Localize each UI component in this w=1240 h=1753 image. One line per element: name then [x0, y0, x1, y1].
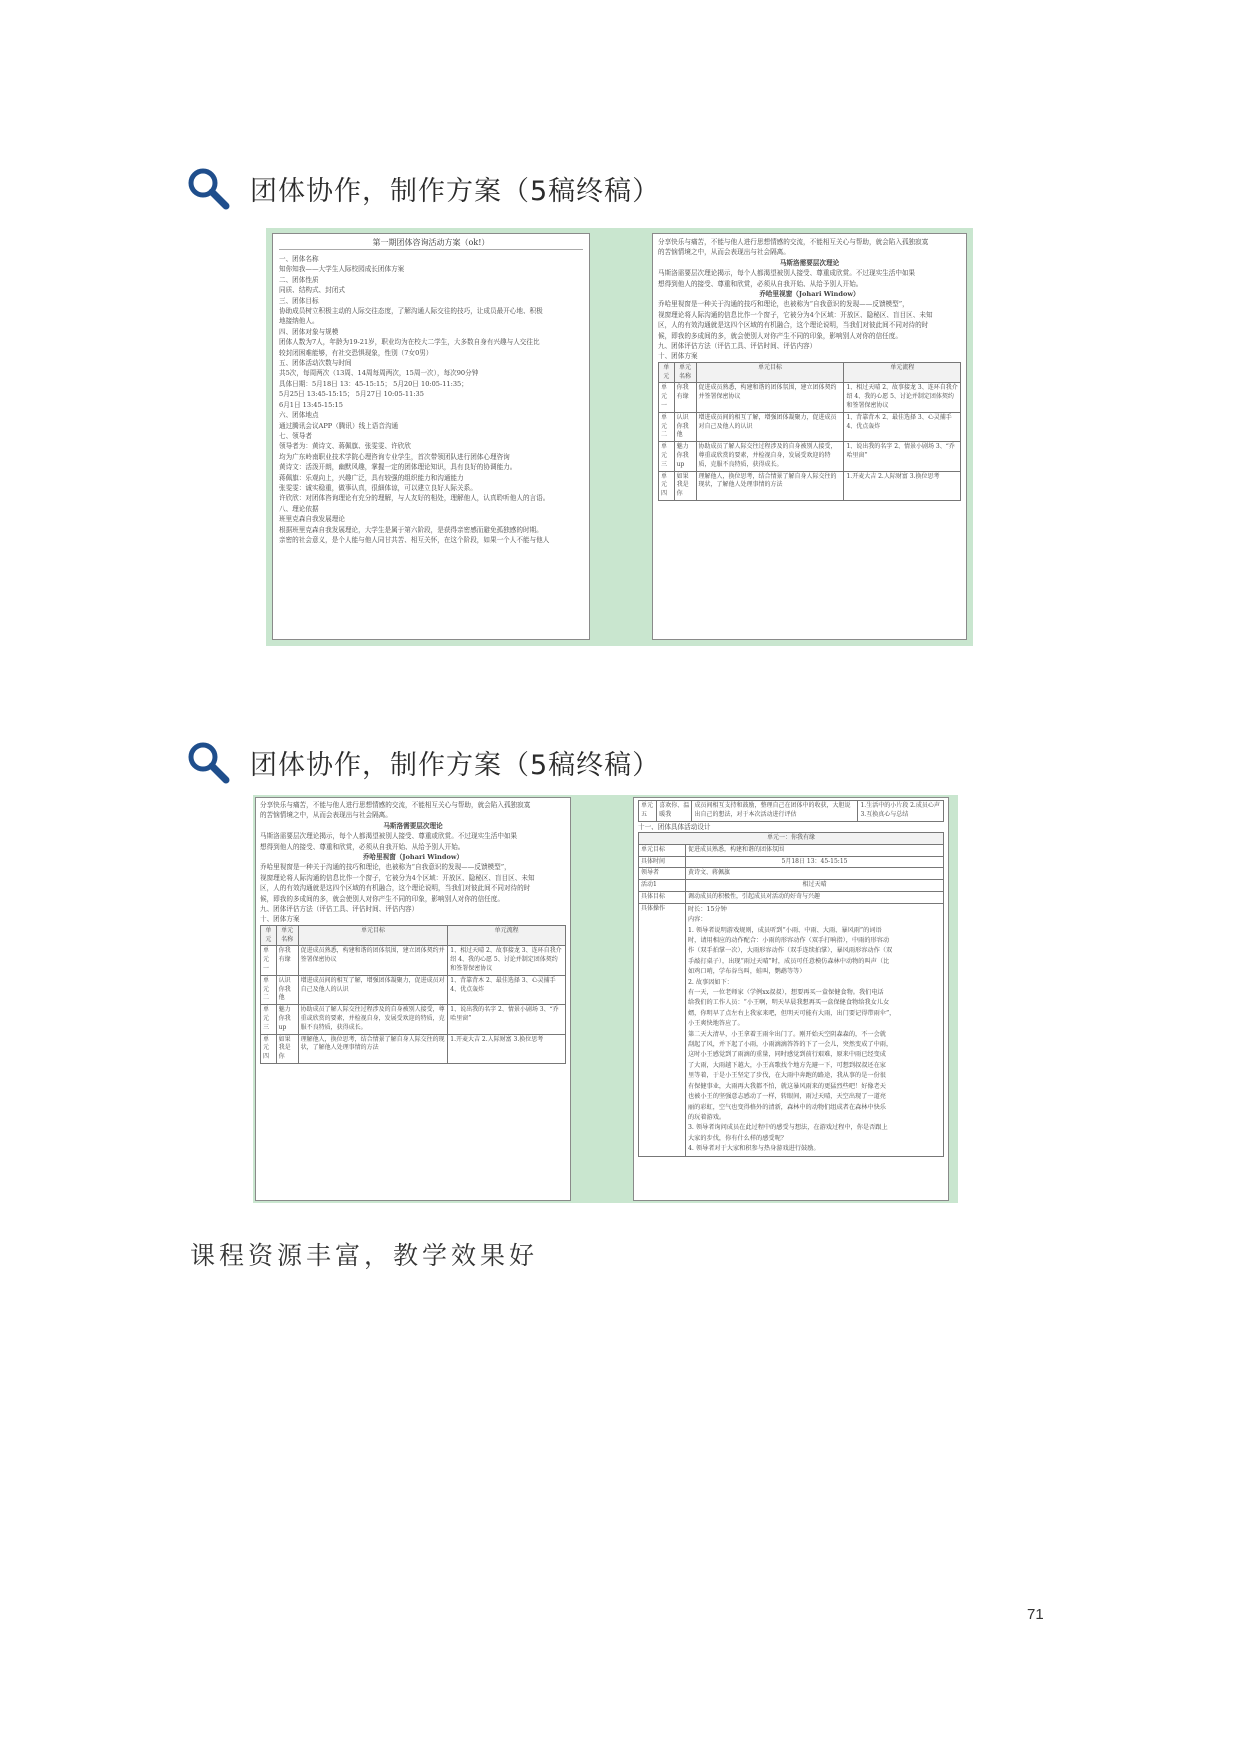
table-header-row [659, 362, 961, 383]
text-line: 想得到他人的接受、尊重和欣赏，必须从自我开始、从给予别人开始。 [658, 279, 863, 288]
text-line: 时长：15分钟 [688, 905, 727, 913]
text-line: 根据班里克森自我发展理论，大学生是属于第六阶段，是获得亲密感而避免孤独感的时期。 [279, 525, 543, 534]
table-row [639, 891, 944, 903]
row-value: 黄诗文、蒋佩旗 [686, 868, 944, 880]
table-cell: 协助成员了解人际交往过程涉及的自身被别人接受，尊重或欣赏的要素，并检视自身，发展受欢迎的特质，克服不良特质，获得成长。 [696, 442, 844, 471]
row-label: 具体目标 [639, 891, 686, 903]
theory-title: 乔哈里视窗（Johari Window） [759, 290, 860, 299]
table-header-cell: 单元目标 [696, 362, 844, 383]
text-line: 候，即我的多成间的多，就会使别人对你产生不同的印象，影响别人对你的信任度。 [260, 894, 504, 903]
text-line: 具体日期：5月18日 13：45-15:15； 5月20日 10:05-11:35； [279, 379, 468, 388]
text-line: 给我们的工作人员：“小王啊，明天早晨我想再买一盒保健食物给我女儿女 [688, 999, 890, 1007]
table-cell: 1、说出我的名字 2、情景小剧场 3、“乔哈里窗” [844, 442, 961, 471]
text-line: 这时小王感觉到了雨滴的重量，同时感觉到前行艰难，原来中雨已经变成 [688, 1051, 886, 1059]
text-line: 许欣欣：对团体咨询理论有充分的理解，与人友好的相处，理解他人，认真聆听他人的言语。 [279, 494, 550, 503]
text-line: 一、团体名称 [279, 255, 319, 263]
plan-screenshot-2 [253, 795, 958, 1203]
text-line: 婿，你明早了点左右上我家来吧，但明天可能有大雨，出门要记得带雨伞”， [688, 1009, 896, 1017]
table-row [659, 412, 961, 441]
table-cell: 单元一 [659, 383, 675, 412]
text-line: 协助成员树立积极主动的人际交往态度，了解沟通人际交往的技巧，让成员最开心地、积极 [279, 307, 543, 316]
text-line: 分享快乐与痛苦，不能与他人进行思想情感的交流，不能相互关心与帮助，就会陷入孤独寂寞 [260, 801, 531, 809]
table-cell: 增进成员间的相互了解，增强团体凝聚力，促进成员对自己及他人的认识 [696, 412, 844, 441]
text-line: 也被小王的坚强意志感动了一样，转眼间，雨过天晴，天空出现了一道亮 [688, 1093, 886, 1101]
table-row [639, 880, 944, 892]
table-cell: 魅力你我up [674, 442, 696, 471]
doc-text-block [658, 237, 961, 501]
section-heading: 十、团体方案 [260, 915, 300, 924]
text-line: 地接纳他人。 [279, 317, 319, 326]
table-cell: 单元三 [261, 1005, 277, 1034]
text-line: 手敲打桌子），出现“雨过天晴”时，成员可任意模仿森林中动物的叫声（比 [688, 957, 890, 965]
text-line: 亲密的社会意义，是个人能与他人同甘共苦、相互关怀，在这个阶段，如果一个人不能与他人 [279, 535, 550, 544]
text-line: 丽的彩虹，空气也变得格外的清新，森林中的动物们组成者在森林中快乐 [688, 1103, 886, 1111]
doc-page-right [652, 233, 967, 640]
table-cell: 1、说出我的名字 2、情景小剧场 3、“乔哈里窗” [448, 1005, 566, 1034]
text-line: 六、团体地点 [279, 411, 319, 420]
doc-title: 第一期团体咨询活动方案（ok!） [279, 236, 583, 250]
text-line: 的苦恼情境之中，从而会表现出与社会隔离。 [658, 248, 790, 257]
table-row [639, 801, 944, 822]
text-line: 1. 领导者说明游戏规则，成员听到“小雨、中雨、大雨、暴风雨”的词语 [688, 926, 882, 934]
row-value: 5月18日 13：45-15:15 [686, 856, 944, 868]
row-label: 具体操作 [639, 903, 686, 1156]
table-cell: 理解他人，换位思考，结合情景了解自身人际交往的现状，了解他人处理事情的方法 [298, 1034, 448, 1063]
text-line: 视窗理论将人际沟通的信息比作一个窗子，它被分为4个区域：开放区、隐秘区、盲目区、未知 [658, 310, 933, 319]
row-value: 相过天晴 [686, 880, 944, 892]
table-header-cell: 单元名称 [674, 362, 696, 383]
operation-cell [686, 903, 944, 1156]
text-line: 八、理论依据 [279, 504, 319, 513]
unit-title: 单元一：你我有缘 [639, 833, 944, 845]
row-label: 领导者 [639, 868, 686, 880]
theory-title: 马斯洛需要层次理论 [779, 258, 840, 267]
table-cell: 单元四 [659, 471, 675, 500]
text-line: 内容： [688, 916, 707, 924]
text-line: 三、团体目标 [279, 296, 319, 305]
text-line: 马斯洛需要层次理论揭示，每个人都渴望被别人接受、尊重或欣赏。不过现实生活中如果 [260, 832, 518, 841]
magnifier-icon [186, 740, 230, 784]
table-cell: 单元二 [261, 975, 277, 1004]
text-line: 第二天大清早，小王拿着王雨伞出门了。刚开始天空阴森森的，不一会就 [688, 1030, 886, 1038]
text-line: 均为广东岭南职业技术学院心理咨询专业学生，首次带领团队进行团体心理咨询 [279, 452, 510, 461]
theory-title: 马斯洛需要层次理论 [383, 821, 443, 830]
table-header-row [639, 833, 944, 845]
section-heading: 九、团体评估方法（评估工具、评估时间、评估内容） [260, 905, 419, 914]
table-header-cell: 单元目标 [298, 925, 448, 946]
text-line: 6月1日 13:45-15:15 [279, 400, 343, 409]
table-cell: 1.开麦大吉 2.人际财富 3.换位思考 [844, 471, 961, 500]
table-cell: 你我有缘 [674, 383, 696, 412]
doc-text-block [260, 800, 566, 1064]
table-cell: 单元五 [639, 801, 657, 822]
table-row [659, 471, 961, 500]
text-line: 区，人的有效沟通就是这四个区域的有机融合，这个理论说明，当我们对彼此间不同对待的时 [260, 884, 531, 893]
table-header-cell: 单元 [261, 925, 277, 946]
table-row [639, 844, 944, 856]
table-cell: 认识你我他 [276, 975, 298, 1004]
table-cell: 你我有缘 [276, 946, 298, 975]
table-header-cell: 单元流程 [844, 362, 961, 383]
text-line: 乔哈里视窗是一种关于沟通的技巧和理论，也被称为“自我意识的发现——反馈模型”， [658, 300, 909, 309]
table-header-cell: 单元名称 [276, 925, 298, 946]
row-label: 单元目标 [639, 844, 686, 856]
text-line: 如鸡口哨，学布谷鸟叫，蛙叫，鹦鹉等等） [688, 968, 806, 976]
text-line: 了大雨，大雨越下越大，小王高歌找个地方先避一下，可想到叔叔还在家 [688, 1061, 886, 1069]
table-cell: 理解他人，换位思考，结合情景了解自身人际交往的现状，了解他人处理事情的方法 [696, 471, 844, 500]
row-value: 调动成员的积极性，引起成员对活动的好奇与兴趣 [686, 891, 944, 903]
doc-text-block [638, 800, 944, 1157]
text-line: 蒋佩旗：乐观向上，兴趣广泛，具有较强的组织能力和沟通能力 [279, 473, 464, 482]
table-cell: 1、相过天晴 2、故事接龙 3、连环自我介绍 4、我的心愿 5、讨论并制定团体契约和签署保密协议 [844, 383, 961, 412]
text-line: 黄诗文：活泼开朗，幽默风趣，掌握一定的团体理论知识，具有良好的协调能力。 [279, 463, 517, 472]
text-line: 候，即我的多成间的多，就会使别人对你产生不同的印象，影响别人对你的信任度。 [658, 331, 902, 340]
section-heading: 十、团体方案 [658, 352, 698, 361]
table-cell: 增进成员间的相互了解，增强团体凝聚力，促进成员对自己及他人的认识 [298, 975, 448, 1004]
table-cell: 成员间相互支持和鼓励，整理自己在团体中的收获，大胆说出自己的想法，对于本次活动进行评估 [692, 801, 858, 822]
text-line: 大家的步伐，你有什么样的感受呢？ [688, 1134, 787, 1142]
section-heading: 十一、团体具体活动设计 [638, 822, 711, 831]
text-line: 作（双手拍掌一次），大雨形容动作（双手连续拍掌），暴风雨形容动作（双 [688, 947, 893, 955]
plan-table [260, 925, 566, 1064]
section-heading: 九、团体评估方法（评估工具、评估时间、评估内容） [658, 342, 817, 351]
text-line: 时，请用相应的动作配合：小雨的形容动作（双手打响指），中雨的形容动 [688, 937, 890, 944]
text-line: 同质、结构式、封闭式 [279, 286, 345, 295]
text-line: 乔哈里视窗是一种关于沟通的技巧和理论，也被称为“自我意识的发现——反馈模型”， [260, 863, 511, 872]
text-line: 的玩着游戏。 [688, 1113, 726, 1121]
text-line: 4. 领导者对于大家和积参与热身游戏进行鼓励。 [688, 1145, 820, 1153]
text-line: 有保健事业，大雨再大我都不怕，就这暴风雨来的更猛烈些吧！好像老天 [688, 1082, 886, 1090]
row-label: 活动1 [639, 880, 686, 892]
table-cell: 促进成员熟悉，构建和谐的团体氛围，建立团体契约并签署保密协议 [696, 383, 844, 412]
activity-table [638, 832, 944, 1157]
section-title: 团体协作，制作方案（5稿终稿） [250, 749, 661, 781]
text-line: 想得到他人的接受、尊重和欣赏，必须从自我开始、从给予别人开始。 [260, 842, 465, 851]
doc-page-right [633, 797, 949, 1201]
table-row [639, 903, 944, 1156]
text-line: 四、团体对象与规模 [279, 327, 339, 336]
unit5-table [638, 800, 944, 822]
table-cell: 魅力你我up [276, 1005, 298, 1034]
text-line: 有一天，一位老师家（学例xx叔叔），想要再买一盒保健食物。我们电话 [688, 989, 884, 997]
table-cell: 促进成员熟悉，构建和谐的团体氛围，建立团体契约并签署保密协议 [298, 946, 448, 975]
table-cell: 1、背靠背木 2、最佳选择 3、心灵捕手 4、优点轰炸 [448, 975, 566, 1004]
plan-screenshot-1 [266, 228, 973, 646]
table-row [261, 975, 566, 1004]
text-line: 张雯雯：诚实稳重，做事认真，很細体谅，可以建立良好人际关系。 [279, 483, 477, 492]
text-line: 五、团体活动次数与时间 [279, 359, 352, 368]
table-header-cell: 单元流程 [448, 925, 566, 946]
table-cell: 单元一 [261, 946, 277, 975]
text-line: 2. 故事因如下： [688, 978, 733, 986]
text-line: 马斯洛需要层次理论揭示，每个人都渴望被别人接受、尊重成欣赏。不过现实生活中如果 [658, 269, 916, 278]
table-cell: 1.生活中的小片段 2.成员心声 3.互换真心与总结 [858, 801, 944, 822]
text-line: 区，人的有效沟通就是这四个区域的有机融合，这个理论说明，当我们对彼此间不同对待的时 [658, 321, 929, 330]
table-row [639, 868, 944, 880]
text-line: 领导者为：黄诗文、蒋佩旗、张雯雯、许欣欣 [279, 442, 411, 451]
table-cell: 1、相过天晴 2、故事接龙 3、连环自我介绍 4、我的心愿 5、讨论并制定团体契约和签署保密协议 [448, 946, 566, 975]
text-line: 视窗理论将人际沟通的信息比作一个窗子，它被分为4个区域：开放区、隐秘区、盲目区、未知 [260, 873, 535, 882]
text-line: 分享快乐与痛苦，不能与他人进行思想情感的交流，不能相互关心与帮助，就会陷入孤独寂寞 [658, 238, 929, 246]
doc-page-left [255, 797, 571, 1201]
magnifier-icon [186, 166, 230, 210]
doc-text-block [279, 254, 583, 545]
table-cell: 如果我是你 [276, 1034, 298, 1063]
table-cell: 认识你我他 [674, 412, 696, 441]
text-line: 七、领导者 [279, 431, 312, 440]
table-cell: 喜欢你、温暖我 [657, 801, 692, 822]
table-row [261, 1034, 566, 1063]
text-line: 团体人数为7人，年龄为19-21岁，职业均为在校大二学生，大多数自身有兴趣与人交往比 [279, 338, 540, 347]
table-row [261, 1005, 566, 1034]
section-heading-2 [186, 740, 660, 784]
table-cell: 单元四 [261, 1034, 277, 1063]
table-header-cell: 单元 [659, 362, 675, 383]
table-cell: 1、背靠背木 2、最佳选择 3、心灵捕手 4、优点轰炸 [844, 412, 961, 441]
table-header-row [261, 925, 566, 946]
text-line: 刮起了风，并下起了小雨，小雨滴滴答答的下了一会儿，突然变成了中雨， [688, 1041, 893, 1049]
table-cell: 1.开麦大吉 2.人际财富 3.换位思考 [448, 1034, 566, 1063]
text-line: 共5次，每周两次（13周、14周每周两次，15周一次），每次90分钟 [279, 369, 479, 378]
text-line: 3. 领导者询问成员在此过程中的感受与想法，在游戏过程中，你是否跟上 [688, 1124, 888, 1132]
section-title: 团体协作，制作方案（5稿终稿） [250, 175, 661, 207]
text-line: 小王爽快地答应了。 [688, 1020, 744, 1028]
table-cell: 单元二 [659, 412, 675, 441]
text-line: 知你知我——大学生人际校园成长团体方案 [279, 265, 405, 274]
table-cell: 协助成员了解人际交往过程涉及的自身被别人接受，尊重或欣赏的要素，并检视自身，发展受欢迎的特质，克服不良特质，获得成长。 [298, 1005, 448, 1034]
plan-table [658, 362, 961, 501]
text-line: 班里克森自我发展理论 [279, 515, 345, 524]
row-value: 促进成员熟悉，构建和谐的团体氛围 [686, 844, 944, 856]
page-number: 71 [1027, 1606, 1044, 1623]
table-cell: 单元三 [659, 442, 675, 471]
table-row [659, 383, 961, 412]
table-row [659, 442, 961, 471]
row-label: 具体时间 [639, 856, 686, 868]
table-row [639, 856, 944, 868]
table-cell: 如果我是你 [674, 471, 696, 500]
text-line: 的苦恼情境之中，从而会表现出与社会隔离。 [260, 811, 392, 820]
text-line: 里等着，于是小王坚定了步伐，在大雨中奔跑的路途，我从事的是一份很 [688, 1072, 886, 1080]
theory-title: 乔哈里视窗（Johari Window） [362, 853, 464, 862]
table-row [261, 946, 566, 975]
section-heading-1 [186, 166, 660, 210]
text-line: 通过腾讯会议APP（腾讯）线上语音沟通 [279, 421, 399, 430]
text-line: 较封闭困难能够，有社交恐惧现象，性别（7女0男） [279, 348, 433, 357]
text-line: 二、团体性质 [279, 275, 319, 284]
caption-text: 课程资源丰富，教学效果好 [190, 1241, 539, 1270]
text-line: 5月25日 13:45-15:15； 5月27日 10:05-11:35 [279, 390, 424, 399]
doc-page-left [272, 233, 590, 640]
